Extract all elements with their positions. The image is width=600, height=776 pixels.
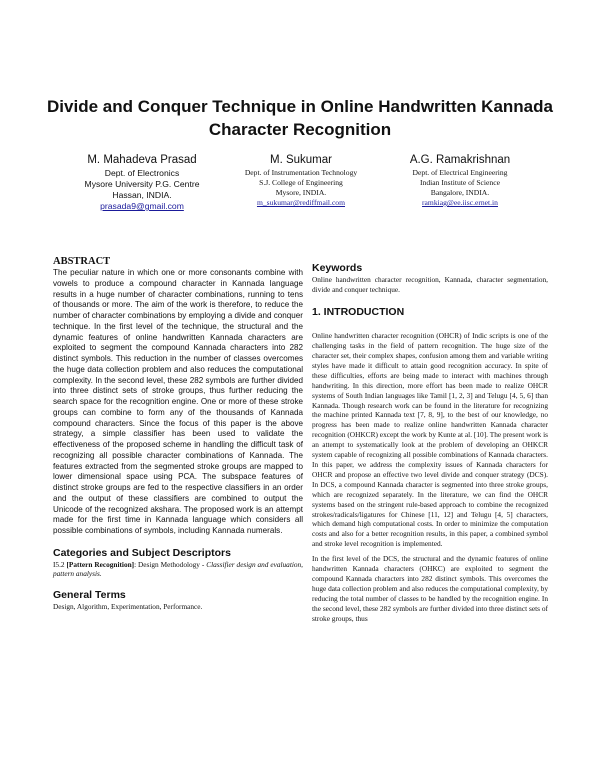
general-terms-text: Design, Algorithm, Experimentation, Performance. <box>53 601 203 611</box>
author-block-2 <box>211 153 391 208</box>
author-email-link[interactable]: prasada9@gmail.com <box>100 201 184 211</box>
author-block-3 <box>370 153 550 208</box>
author-affiliation-line: Dept. of Electronics <box>104 168 180 178</box>
introduction-heading: 1. INTRODUCTION <box>312 306 405 319</box>
author-name: M. Mahadeva Prasad <box>87 154 197 166</box>
intro-paragraph-1: Online handwritten character recognition (OHCR) of Indic scripts is one of the challenging tasks in the field of pattern recognition. The huge size of the character set, their complex shapes, confusion among them and variable writing styles have made it difficult to attain good recognition accuracy. In spite of these difficulties, efforts are being made to interact with machines through handwriting. In this direction, more effort has been made to realize OHCR systems of South Indian languages like Tamil [1, 2, 3] and Telugu [4, 5, 6] than Kannada. Though research work can be found in the literature for recognizing the machine printed Kannada text [7, 8, 9], to the best of our knowledge, no progress has been made to realize online handwritten Kannada character recognition (OHKCR) except the work by Kunte at al. [10]. The present work is an attempt to systematically look at the problem of developing an OHKCR system capable of recognizing all possible combinations of Kannada characters. In this paper, we address the complexity issues of Kannada characters for OHCR and propose an effective two level divide and conquer strategy (DCS). In DCS, a compound Kannada character is segmented into three stroke groups, which are recognized separately. In the literature, we can find the OHCR systems based on the stringent rule-based approach to combine the recognized strokes/radicals/ligatures for Chinese [11, 12] and Telugu [4, 5] characters, which demand high computational costs. In order to minimize the computation costs and also for a better recognition results, in this paper, a combined symbol and stroke level recognition is implemented. <box>312 331 548 549</box>
keywords-text: Online handwritten character recognition, Kannada, character segmentation, divide and conquer technique. <box>312 275 548 294</box>
intro-paragraph-2: In the first level of the DCS, the structural and the dynamic features of online handwritten Kannada characters (OHKC) are exploited to segment the compound Kannada characters into 282 distinct symbols. This overcomes the huge data collection problem and also reduces the computational complexity, by reducing the total number of classes to be handled by the recognition engine. In the second level, these 282 symbols are further divided into three distinct sets of stroke groups, thus <box>312 554 548 623</box>
categories-heading: Categories and Subject Descriptors <box>53 546 231 559</box>
categories-text <box>53 560 303 579</box>
general-terms-heading: General Terms <box>53 588 126 601</box>
left-column <box>53 255 303 612</box>
author-email-link[interactable]: ramkiag@ee.iisc.ernet.in <box>422 198 498 207</box>
author-affiliation-line: Hassan, INDIA. <box>112 190 172 200</box>
author-affiliation-line: S.J. College of Engineering <box>259 178 343 187</box>
abstract-text: The peculiar nature in which one or more consonants combine with vowels to produce a compound character in Kannada language results in a huge number of character combinations, running to tens of thousands or more. The aim of the work is therefore, to reduce the number of character combinations by employing a divide and conquer technique. In the first level of the technique, the structural and the dynamic features of online handwritten Kannada characters are exploited to segment the compound Kannada characters into 282 distinct symbols. This reduction in the number of classes overcomes the huge data collection problem and also reduces the computational complexity. In the second level, these 282 symbols are further divided into three distinct sets of stroke groups, thus further reducing the search space for the recognition engine. One or more of these stroke groups can combine to form any of the thousands of Kannada compound characters. Since the focus of this paper is the above strategy, a simple classifier has been used to validate the effectiveness of the proposed scheme in handling the difficult task of recognizing all possible character combinations of Kannada. The features extracted from the segmented stroke groups are mapped to lower dimensional space using PCA. The subspace features of distinct stroke groups are fed to the respective classifiers in an order and the output of these classifiers are combined to output the Unicode of the recognized akshara. The proposed work is an attempt made for the first time in Kannada language which considers all possible combinations of symbols, including Kannada numerals. <box>53 268 303 535</box>
abstract-heading: ABSTRACT <box>53 256 111 267</box>
author-affiliation-line: Dept. of Instrumentation Technology <box>244 168 358 177</box>
author-affiliation-line: Indian Institute of Science <box>420 178 500 187</box>
categories-label: [Pattern Recognition] <box>66 559 135 569</box>
paper-title: Divide and Conquer Technique in Online Handwritten Kannada Character Recognition <box>47 97 553 139</box>
categories-desc: Classifier design and evaluation, pattern analysis. <box>53 559 304 579</box>
keywords-heading: Keywords <box>312 262 363 274</box>
categories-code: I5.2 <box>53 559 65 569</box>
author-name: M. Sukumar <box>270 154 332 166</box>
author-name: A.G. Ramakrishnan <box>409 154 511 166</box>
author-email-link[interactable]: m_sukumar@rediffmail.com <box>256 198 346 207</box>
author-block-1 <box>52 153 232 212</box>
author-affiliation-line: Mysore, INDIA. <box>275 188 327 197</box>
author-affiliation-line: Dept. of Electrical Engineering <box>412 168 508 177</box>
author-affiliation-line: Bangalore, INDIA. <box>430 188 490 197</box>
right-column <box>312 262 548 623</box>
author-affiliation-line: Mysore University P.G. Centre <box>84 179 200 189</box>
categories-rest: : Design Methodology - <box>134 559 207 569</box>
